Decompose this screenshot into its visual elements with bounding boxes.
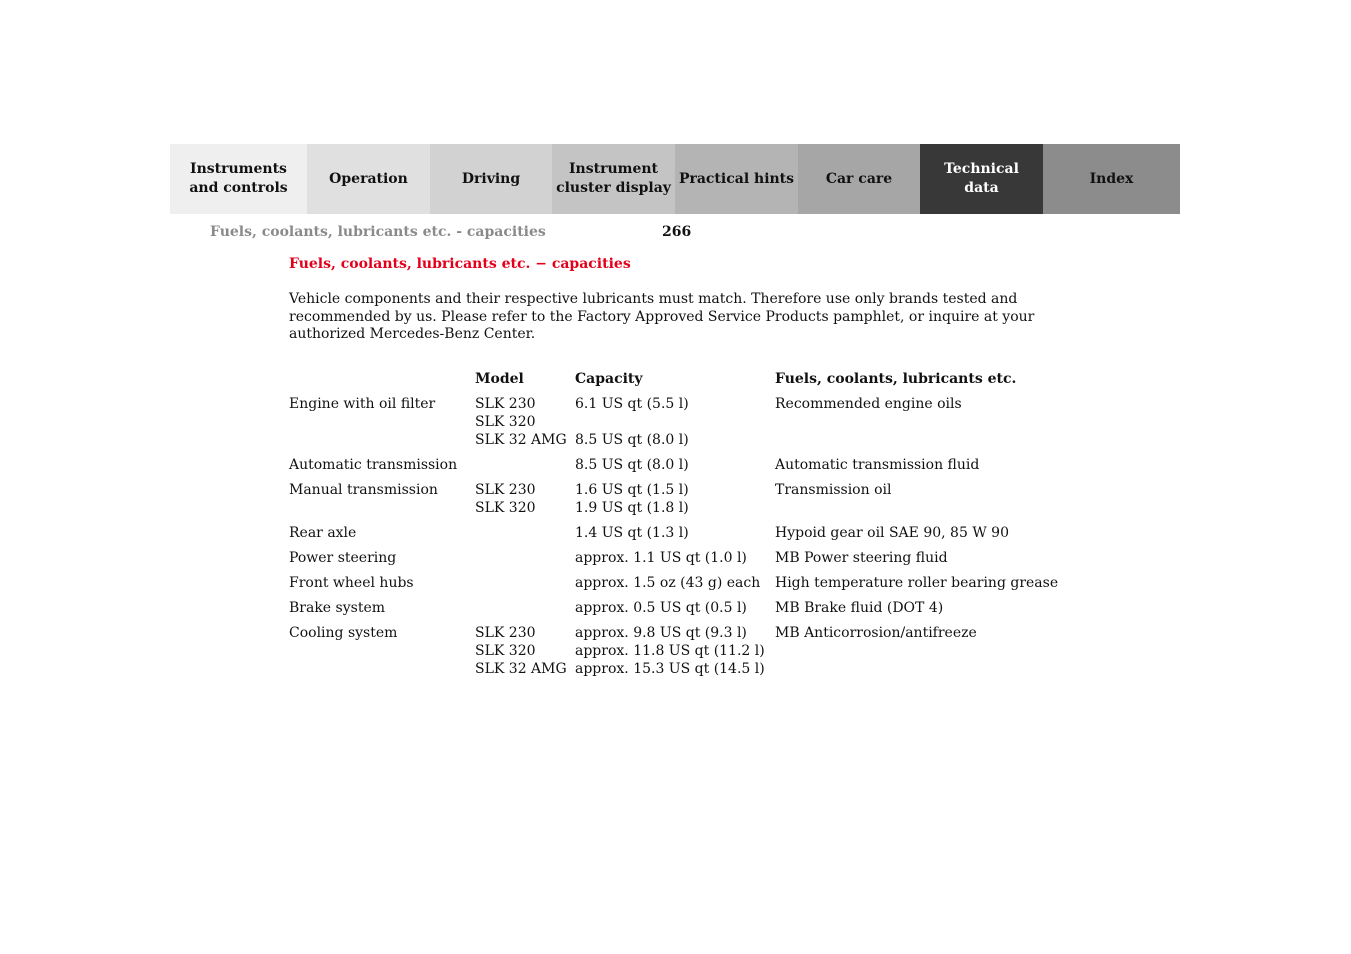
capacity-cell — [575, 524, 775, 542]
capacity-cell — [575, 549, 775, 567]
tab-driving[interactable] — [430, 144, 552, 214]
header-component — [289, 370, 475, 388]
capacity-line: approx. 1.1 US qt (1.0 l) — [575, 550, 747, 566]
tab-instruments-and-controls[interactable] — [170, 144, 307, 214]
model-line — [475, 456, 575, 474]
component-cell: Automatic transmission — [289, 457, 458, 473]
capacity-line: approx. 9.8 US qt (9.3 l) — [575, 625, 747, 641]
capacity-line: 6.1 US qt (5.5 l) — [575, 396, 689, 412]
model-cell — [475, 624, 575, 678]
model-line: SLK 230 — [475, 396, 536, 412]
fluid-cell: MB Anticorrosion/antifreeze — [775, 625, 977, 641]
model-line: SLK 320 — [475, 643, 536, 659]
capacity-cell — [575, 456, 775, 474]
model-line — [475, 599, 575, 617]
tab-label: Index — [1089, 170, 1134, 187]
tab-label: Operation — [329, 170, 408, 187]
model-line: SLK 32 AMG — [475, 432, 567, 448]
tab-label: Practical hints — [678, 170, 795, 187]
table-body — [289, 395, 1069, 685]
model-line: SLK 320 — [475, 500, 536, 516]
tab-car-care[interactable] — [798, 144, 920, 214]
capacity-line: 8.5 US qt (8.0 l) — [575, 432, 689, 448]
page-number: 266 — [662, 224, 692, 240]
table-row — [289, 574, 1069, 599]
capacity-line: 1.4 US qt (1.3 l) — [575, 525, 689, 541]
model-cell — [475, 574, 575, 592]
capacity-cell — [575, 624, 775, 678]
table-row — [289, 456, 1069, 481]
tab-label: Instruments and controls — [189, 161, 288, 196]
model-cell — [475, 481, 575, 517]
component-cell: Rear axle — [289, 525, 357, 541]
fluid-cell: Recommended engine oils — [775, 396, 962, 412]
header-model: Model — [475, 371, 524, 387]
table-row — [289, 524, 1069, 549]
chapter-navigation — [170, 144, 1180, 214]
model-line: SLK 32 AMG — [475, 661, 567, 677]
model-line: SLK 320 — [475, 414, 536, 430]
component-cell: Power steering — [289, 550, 397, 566]
table-row — [289, 599, 1069, 624]
header-capacity: Capacity — [575, 371, 643, 387]
capacity-line: approx. 1.5 oz (43 g) each — [575, 575, 761, 591]
running-head: Fuels, coolants, lubricants etc. - capacities — [210, 224, 546, 240]
table-header-row — [289, 370, 1069, 395]
model-line: SLK 230 — [475, 482, 536, 498]
capacity-cell — [575, 599, 775, 617]
model-cell — [475, 524, 575, 542]
tab-label: Driving — [461, 170, 521, 187]
capacity-cell — [575, 481, 775, 517]
table-row — [289, 481, 1069, 524]
capacity-line: 1.6 US qt (1.5 l) — [575, 482, 689, 498]
capacity-cell — [575, 395, 775, 449]
capacity-line: approx. 11.8 US qt (11.2 l) — [575, 643, 765, 659]
table-row — [289, 624, 1069, 685]
tab-label: Instrument cluster display — [556, 161, 671, 196]
capacity-line: 8.5 US qt (8.0 l) — [575, 457, 689, 473]
tab-practical-hints[interactable] — [675, 144, 798, 214]
table-row — [289, 395, 1069, 456]
model-cell — [475, 456, 575, 474]
tab-label: Car care — [825, 170, 893, 187]
component-cell: Cooling system — [289, 625, 398, 641]
capacities-table — [289, 370, 1069, 685]
model-line — [475, 574, 575, 592]
model-line — [475, 549, 575, 567]
model-cell — [475, 599, 575, 617]
capacity-cell — [575, 574, 775, 592]
component-cell: Brake system — [289, 600, 386, 616]
header-fluid: Fuels, coolants, lubricants etc. — [775, 371, 1017, 387]
intro-paragraph: Vehicle components and their respective lubricants must match. Therefore use only brands tested and recommended by us. Please refer to the Factory Approved Service Products pamphlet, or inquire at your authorized Mercedes-Benz Center. — [289, 291, 1035, 342]
model-cell — [475, 395, 575, 449]
model-cell — [475, 549, 575, 567]
capacity-line: approx. 15.3 US qt (14.5 l) — [575, 661, 765, 677]
component-cell: Engine with oil filter — [289, 396, 436, 412]
model-line: SLK 230 — [475, 625, 536, 641]
fluid-cell: MB Power steering fluid — [775, 550, 948, 566]
table-row — [289, 549, 1069, 574]
tab-label: Technical data — [944, 161, 1019, 196]
tab-instrument-cluster-display[interactable] — [552, 144, 675, 214]
capacity-line: approx. 0.5 US qt (0.5 l) — [575, 600, 747, 616]
component-cell: Manual transmission — [289, 482, 438, 498]
capacity-line — [575, 413, 775, 431]
tab-technical-data[interactable] — [920, 144, 1043, 214]
tab-index[interactable] — [1043, 144, 1180, 214]
section-title: Fuels, coolants, lubricants etc. − capacities — [289, 256, 631, 272]
fluid-cell: MB Brake fluid (DOT 4) — [775, 600, 944, 616]
capacity-line: 1.9 US qt (1.8 l) — [575, 500, 689, 516]
fluid-cell: Automatic transmission fluid — [775, 457, 980, 473]
fluid-cell: High temperature roller bearing grease — [775, 575, 1059, 591]
tab-operation[interactable] — [307, 144, 430, 214]
model-line — [475, 524, 575, 542]
component-cell: Front wheel hubs — [289, 575, 414, 591]
fluid-cell: Transmission oil — [775, 482, 892, 498]
fluid-cell: Hypoid gear oil SAE 90, 85 W 90 — [775, 525, 1009, 541]
